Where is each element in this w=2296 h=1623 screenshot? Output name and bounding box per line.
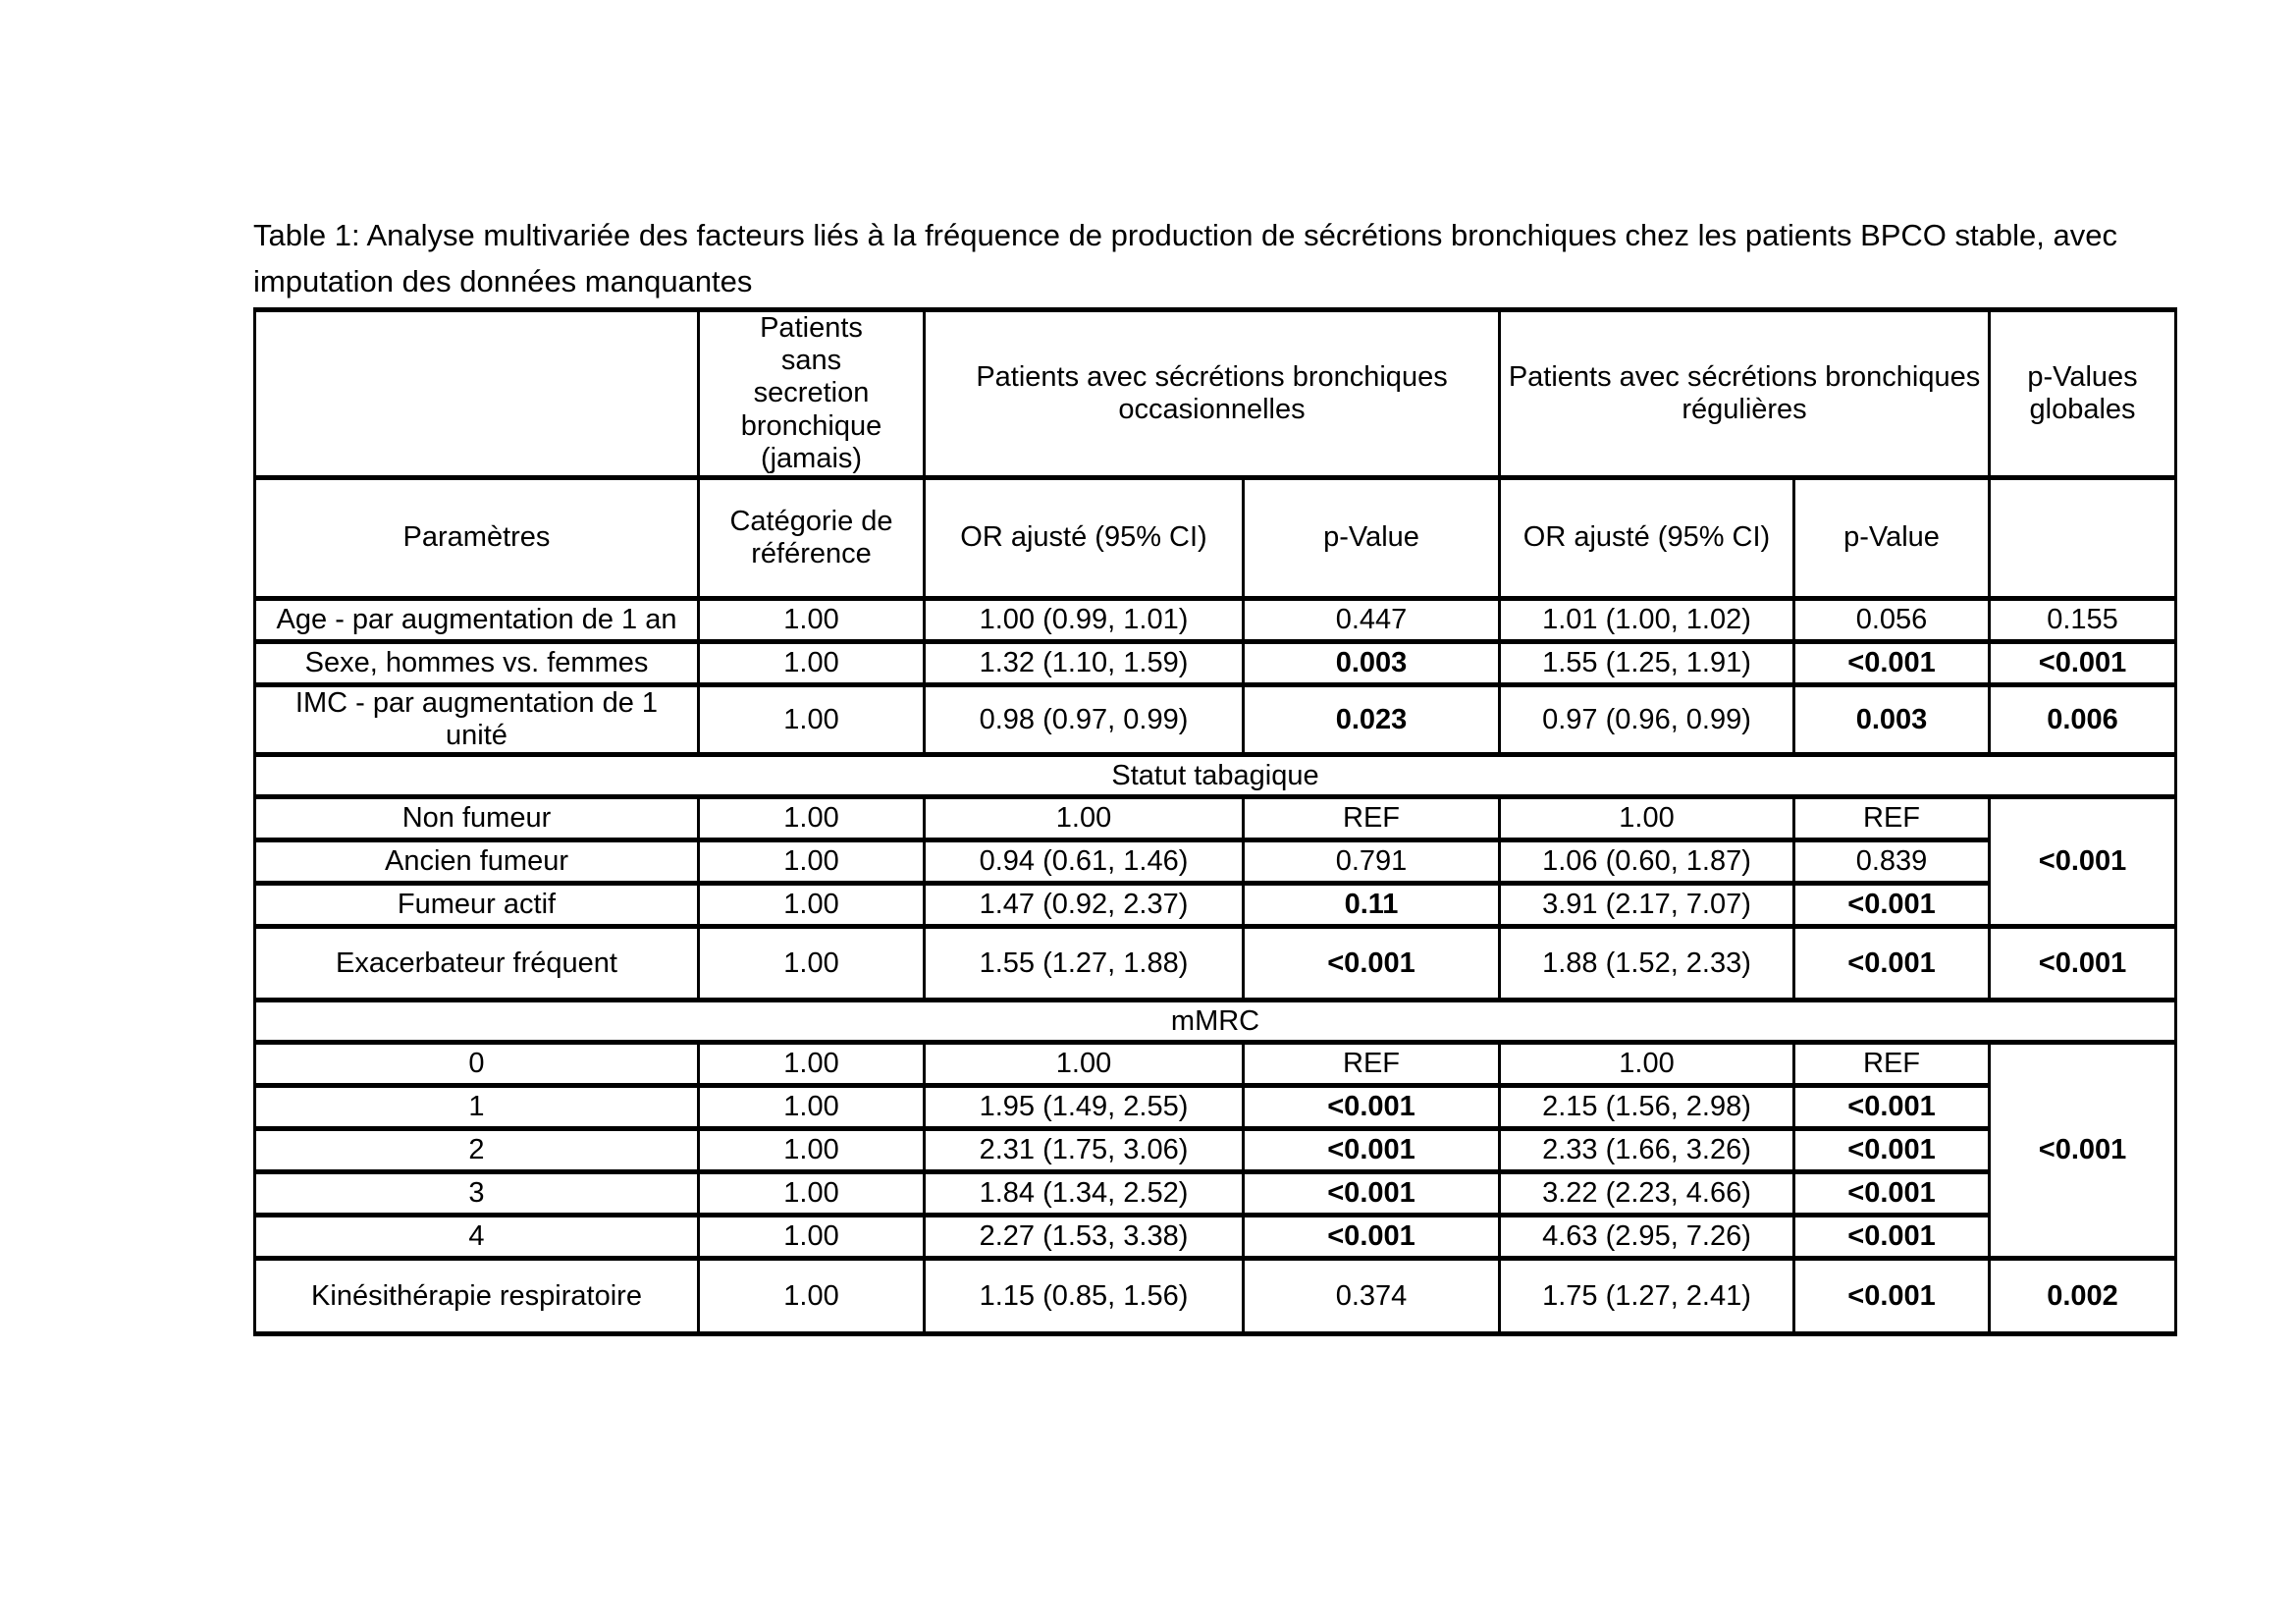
sexe-p-occasional: 0.003 [1244, 642, 1500, 685]
mmrc-1-or-occasional: 1.95 (1.49, 2.55) [925, 1086, 1244, 1129]
row-mmrc-3 [255, 1172, 2176, 1216]
row-non-fumeur [255, 797, 2176, 840]
kinesitherapie-label: Kinésithérapie respiratoire [255, 1259, 699, 1334]
row-imc [255, 685, 2176, 755]
header-sub-row [255, 478, 2176, 599]
sexe-or-regular: 1.55 (1.25, 1.91) [1500, 642, 1794, 685]
mmrc-p-global: <0.001 [1990, 1043, 2176, 1259]
mmrc-2-p-occasional: <0.001 [1244, 1129, 1500, 1172]
mmrc-1-or-regular: 2.15 (1.56, 2.98) [1500, 1086, 1794, 1129]
mmrc-4-or-regular: 4.63 (2.95, 7.26) [1500, 1216, 1794, 1259]
mmrc-0-p-occasional: REF [1244, 1043, 1500, 1086]
exacerbateur-ref: 1.00 [699, 927, 925, 1001]
row-ancien-fumeur [255, 840, 2176, 884]
sexe-or-occasional: 1.32 (1.10, 1.59) [925, 642, 1244, 685]
mmrc-3-p-occasional: <0.001 [1244, 1172, 1500, 1216]
fumeur-actif-p-regular: <0.001 [1794, 884, 1990, 927]
mmrc-3-or-occasional: 1.84 (1.34, 2.52) [925, 1172, 1244, 1216]
table-title-line-1: Table 1: Analyse multivariée des facteurs liés à la fréquence de production de sécrétions bronchiques chez les patients BPCO stable, avec [253, 218, 2117, 252]
header-empty-corner [255, 310, 699, 478]
exacerbateur-label: Exacerbateur fréquent [255, 927, 699, 1001]
ancien-fumeur-p-occasional: 0.791 [1244, 840, 1500, 884]
row-fumeur-actif [255, 884, 2176, 927]
age-or-occasional: 1.00 (0.99, 1.01) [925, 599, 1244, 642]
mmrc-0-ref: 1.00 [699, 1043, 925, 1086]
mmrc-1-p-occasional: <0.001 [1244, 1086, 1500, 1129]
non-fumeur-p-occasional: REF [1244, 797, 1500, 840]
mmrc-4-p-regular: <0.001 [1794, 1216, 1990, 1259]
mmrc-3-label: 3 [255, 1172, 699, 1216]
age-or-regular: 1.01 (1.00, 1.02) [1500, 599, 1794, 642]
table-title-line-2: imputation des données manquantes [253, 264, 753, 298]
non-fumeur-ref: 1.00 [699, 797, 925, 840]
mmrc-0-p-regular: REF [1794, 1043, 1990, 1086]
mmrc-2-label: 2 [255, 1129, 699, 1172]
row-kinesitherapie [255, 1259, 2176, 1334]
mmrc-2-or-occasional: 2.31 (1.75, 3.06) [925, 1129, 1244, 1172]
mmrc-4-label: 4 [255, 1216, 699, 1259]
mmrc-4-or-occasional: 2.27 (1.53, 3.38) [925, 1216, 1244, 1259]
mmrc-4-p-occasional: <0.001 [1244, 1216, 1500, 1259]
imc-or-occasional: 0.98 (0.97, 0.99) [925, 685, 1244, 755]
ancien-fumeur-or-occasional: 0.94 (0.61, 1.46) [925, 840, 1244, 884]
exacerbateur-p-global: <0.001 [1990, 927, 2176, 1001]
fumeur-actif-or-occasional: 1.47 (0.92, 2.37) [925, 884, 1244, 927]
kinesitherapie-p-regular: <0.001 [1794, 1259, 1990, 1334]
kinesitherapie-or-occasional: 1.15 (0.85, 1.56) [925, 1259, 1244, 1334]
mmrc-2-ref: 1.00 [699, 1129, 925, 1172]
non-fumeur-or-regular: 1.00 [1500, 797, 1794, 840]
sexe-p-regular: <0.001 [1794, 642, 1990, 685]
header-no-secretion: Patients sans secretion bronchique (jamais) [699, 310, 925, 478]
mmrc-section-label: mMRC [255, 1001, 2176, 1043]
header-p-regular: p-Value [1794, 478, 1990, 599]
age-ref: 1.00 [699, 599, 925, 642]
table-title [253, 212, 2117, 304]
fumeur-actif-p-occasional: 0.11 [1244, 884, 1500, 927]
kinesitherapie-or-regular: 1.75 (1.27, 2.41) [1500, 1259, 1794, 1334]
mmrc-1-p-regular: <0.001 [1794, 1086, 1990, 1129]
row-mmrc-4 [255, 1216, 2176, 1259]
sexe-ref: 1.00 [699, 642, 925, 685]
age-label: Age - par augmentation de 1 an [255, 599, 699, 642]
row-mmrc-2 [255, 1129, 2176, 1172]
header-ref-category: Catégorie de référence [699, 478, 925, 599]
non-fumeur-label: Non fumeur [255, 797, 699, 840]
header-p-values-global: p-Values globales [1990, 310, 2176, 478]
age-p-global: 0.155 [1990, 599, 2176, 642]
mmrc-3-p-regular: <0.001 [1794, 1172, 1990, 1216]
row-exacerbateur [255, 927, 2176, 1001]
header-or-regular: OR ajusté (95% CI) [1500, 478, 1794, 599]
mmrc-3-ref: 1.00 [699, 1172, 925, 1216]
section-row-mmrc [255, 1001, 2176, 1043]
row-mmrc-1 [255, 1086, 2176, 1129]
kinesitherapie-p-global: 0.002 [1990, 1259, 2176, 1334]
imc-label: IMC - par augmentation de 1 unité [255, 685, 699, 755]
multivariate-analysis-table [253, 307, 2177, 1336]
header-group-occasional: Patients avec sécrétions bronchiques occasionnelles [925, 310, 1500, 478]
exacerbateur-p-occasional: <0.001 [1244, 927, 1500, 1001]
section-row-smoking-status [255, 755, 2176, 797]
mmrc-2-or-regular: 2.33 (1.66, 3.26) [1500, 1129, 1794, 1172]
mmrc-0-label: 0 [255, 1043, 699, 1086]
row-mmrc-0 [255, 1043, 2176, 1086]
header-group-regular: Patients avec sécrétions bronchiques régulières [1500, 310, 1990, 478]
mmrc-3-or-regular: 3.22 (2.23, 4.66) [1500, 1172, 1794, 1216]
exacerbateur-or-occasional: 1.55 (1.27, 1.88) [925, 927, 1244, 1001]
fumeur-actif-or-regular: 3.91 (2.17, 7.07) [1500, 884, 1794, 927]
fumeur-actif-label: Fumeur actif [255, 884, 699, 927]
non-fumeur-or-occasional: 1.00 [925, 797, 1244, 840]
non-fumeur-p-regular: REF [1794, 797, 1990, 840]
age-p-regular: 0.056 [1794, 599, 1990, 642]
imc-p-occasional: 0.023 [1244, 685, 1500, 755]
header-parameters: Paramètres [255, 478, 699, 599]
header-group-row [255, 310, 2176, 478]
fumeur-actif-ref: 1.00 [699, 884, 925, 927]
header-or-occasional: OR ajusté (95% CI) [925, 478, 1244, 599]
mmrc-0-or-occasional: 1.00 [925, 1043, 1244, 1086]
smoking-status-section-label: Statut tabagique [255, 755, 2176, 797]
age-p-occasional: 0.447 [1244, 599, 1500, 642]
mmrc-2-p-regular: <0.001 [1794, 1129, 1990, 1172]
kinesitherapie-p-occasional: 0.374 [1244, 1259, 1500, 1334]
kinesitherapie-ref: 1.00 [699, 1259, 925, 1334]
imc-p-regular: 0.003 [1794, 685, 1990, 755]
header-p-occasional: p-Value [1244, 478, 1500, 599]
exacerbateur-p-regular: <0.001 [1794, 927, 1990, 1001]
row-age [255, 599, 2176, 642]
ancien-fumeur-p-regular: 0.839 [1794, 840, 1990, 884]
imc-p-global: 0.006 [1990, 685, 2176, 755]
sexe-label: Sexe, hommes vs. femmes [255, 642, 699, 685]
ancien-fumeur-or-regular: 1.06 (0.60, 1.87) [1500, 840, 1794, 884]
imc-or-regular: 0.97 (0.96, 0.99) [1500, 685, 1794, 755]
exacerbateur-or-regular: 1.88 (1.52, 2.33) [1500, 927, 1794, 1001]
ancien-fumeur-label: Ancien fumeur [255, 840, 699, 884]
imc-ref: 1.00 [699, 685, 925, 755]
row-sexe [255, 642, 2176, 685]
mmrc-0-or-regular: 1.00 [1500, 1043, 1794, 1086]
smoking-status-p-global: <0.001 [1990, 797, 2176, 927]
sexe-p-global: <0.001 [1990, 642, 2176, 685]
header-global-empty [1990, 478, 2176, 599]
mmrc-4-ref: 1.00 [699, 1216, 925, 1259]
ancien-fumeur-ref: 1.00 [699, 840, 925, 884]
mmrc-1-label: 1 [255, 1086, 699, 1129]
mmrc-1-ref: 1.00 [699, 1086, 925, 1129]
